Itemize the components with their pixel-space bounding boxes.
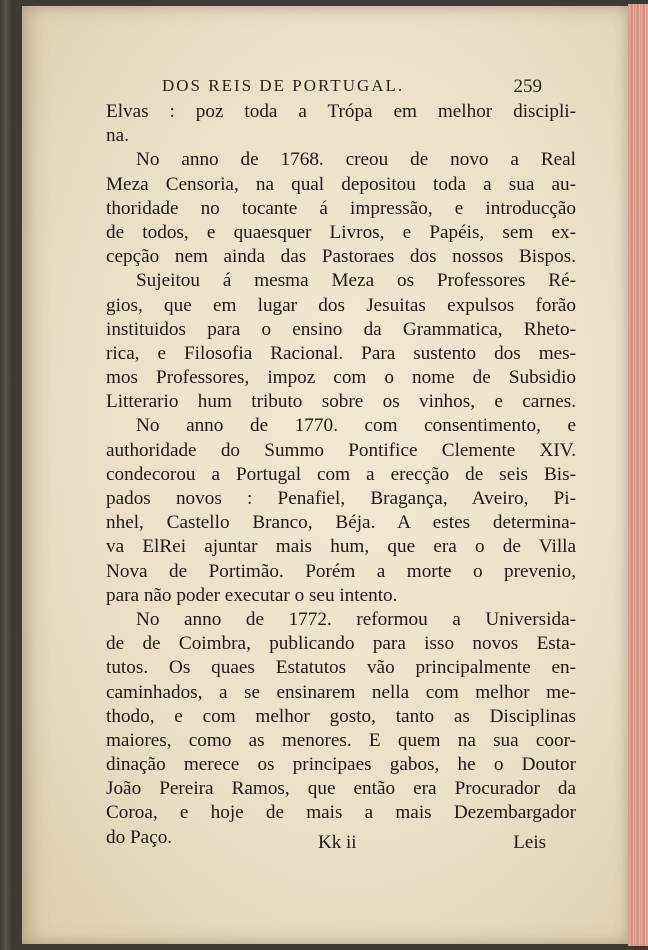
text-line: gios, que em lugar dos Jesuitas expulsos forão — [106, 294, 576, 316]
page-edge — [628, 4, 648, 946]
book-page — [22, 6, 628, 944]
text-line: authoridade do Summo Pontifice Clemente XIV. — [106, 439, 576, 461]
text-line: thoridade no tocante á impressão, e introducção — [106, 197, 576, 219]
text-line: maiores, como as menores. E quem na sua coor- — [106, 729, 576, 751]
text-line: instituidos para o ensino da Grammatica, Rheto- — [106, 318, 576, 340]
text-line: No anno de 1770. com consentimento, e — [136, 415, 576, 437]
signature-mark: Kk ii — [318, 832, 357, 853]
text-line: de de Coimbra, publicando para isso novos Esta- — [106, 633, 576, 655]
text-line: Elvas : poz toda a Trópa em melhor discipli- — [106, 101, 576, 122]
page-number: 259 — [513, 76, 542, 97]
text-line: caminhados, a se ensinarem nella com melhor me- — [106, 681, 576, 703]
text-line: pados novos : Penafiel, Bragança, Aveiro, Pi- — [106, 488, 576, 509]
text-line: No anno de 1772. reformou a Universida- — [136, 608, 576, 630]
page-footer — [106, 832, 546, 860]
page-body-text — [106, 100, 576, 850]
text-line: cepção nem ainda das Pastoraes dos nossos Bispos. — [106, 246, 576, 268]
text-line: Nova de Portimão. Porém a morte o prevenio, — [106, 560, 576, 582]
text-line: Coroa, e hoje de mais a mais Dezembargador — [106, 802, 576, 824]
text-line: Meza Censoria, na qual depositou toda a sua au- — [106, 173, 576, 195]
text-line: thodo, e com melhor gosto, tanto as Disciplinas — [106, 705, 576, 727]
text-line: va ElRei ajuntar mais hum, que era o de Villa — [106, 536, 576, 558]
text-line: nhel, Castello Branco, Béja. A estes determina- — [106, 512, 576, 534]
text-line: do Paço. — [106, 826, 173, 848]
text-line: dinação merece os principaes gabos, he o Doutor — [106, 754, 576, 776]
text-line: na. — [106, 125, 129, 147]
catchword: Leis — [513, 832, 546, 853]
text-line: mos Professores, impoz com o nome de Subsidio — [106, 367, 576, 389]
running-head: DOS REIS DE PORTUGAL. — [162, 76, 405, 95]
text-line: para não poder executar o seu intento. — [106, 584, 398, 606]
text-line: rica, e Filosofia Racional. Para sustento dos mes- — [106, 342, 576, 364]
text-line: Litterario hum tributo sobre os vinhos, e carnes. — [106, 391, 576, 413]
text-line: Sujeitou á mesma Meza os Professores Ré- — [136, 270, 576, 292]
text-line: tutos. Os quaes Estatutos vão principalmente en- — [106, 657, 576, 679]
text-line: João Pereira Ramos, que então era Procurador da — [106, 778, 576, 800]
text-line: condecorou a Portugal com a erecção de seis Bis- — [106, 463, 576, 485]
text-line: de todos, e quaesquer Livros, e Papéis, sem ex- — [106, 221, 576, 243]
text-line: No anno de 1768. creou de novo a Real — [136, 149, 576, 171]
